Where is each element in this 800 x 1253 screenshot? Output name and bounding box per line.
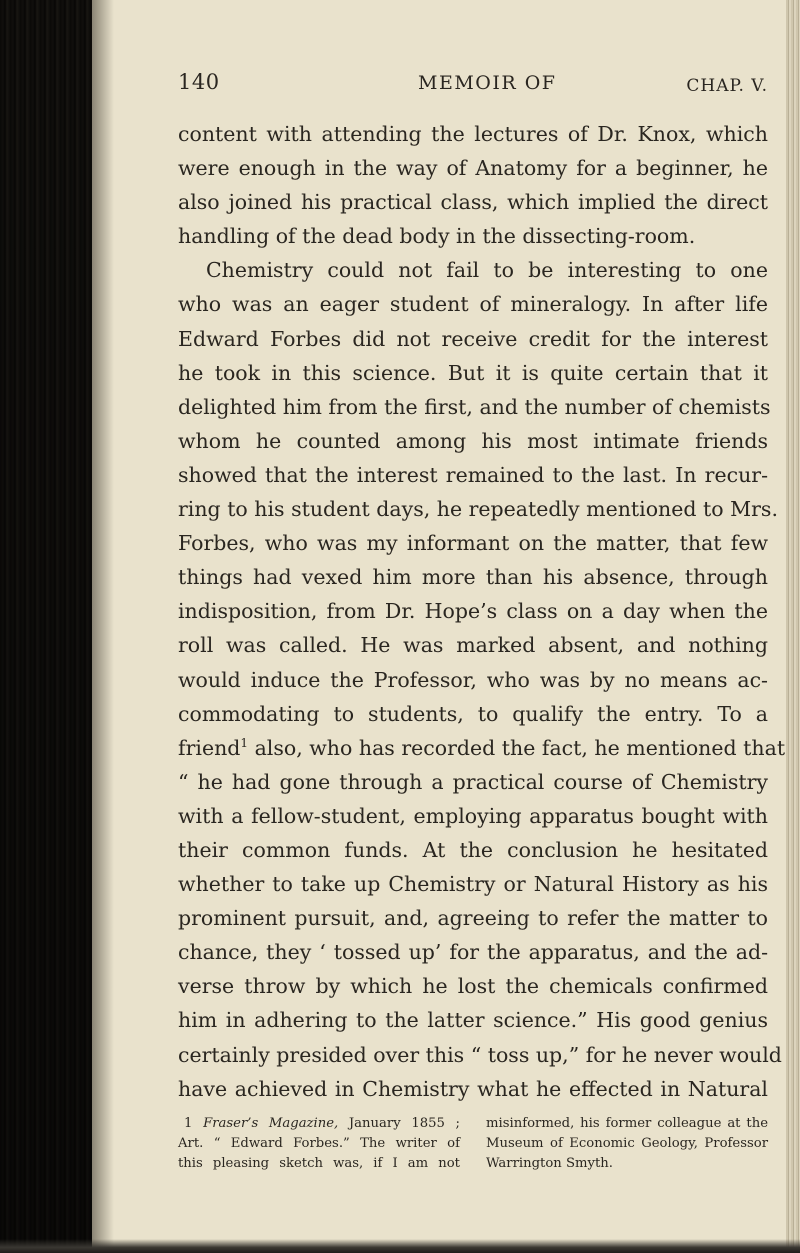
page-edge-right — [786, 0, 800, 1253]
footnote-column-left — [178, 1114, 460, 1174]
text-line: prominent pursuit, and, agreeing to refer the matter to — [178, 906, 768, 931]
footnote-magazine: Fraser’s Magazine, — [203, 1115, 339, 1131]
text-line: Edward Forbes did not receive credit for the interest — [178, 326, 768, 351]
text-line: also joined his practical class, which implied the direct — [178, 190, 768, 215]
text-line: commodating to students, to qualify the entry. To a — [178, 701, 768, 726]
text-line: have achieved in Chemistry what he effected in Natural — [178, 1076, 768, 1101]
footnote-line — [178, 1114, 460, 1134]
text-line: whether to take up Chemistry or Natural History as his — [178, 872, 768, 897]
footnote — [178, 1114, 768, 1174]
footnote-marker[interactable]: 1 — [240, 735, 249, 750]
text-line: delighted him from the first, and the number of chemists — [178, 394, 771, 419]
footnote-column-right — [486, 1114, 768, 1174]
footnote-number: 1 — [184, 1115, 193, 1131]
text-line: Chemistry could not fail to be interesting to one — [206, 258, 768, 283]
text-line: him in adhering to the latter science.” His good genius — [178, 1008, 768, 1033]
text-line: “ he had gone through a practical course of Chemistry — [178, 769, 768, 794]
footnote-anchor-word: friend — [178, 735, 241, 760]
running-title: MEMOIR OF — [418, 72, 557, 94]
book-page — [178, 70, 786, 1174]
page-number: 140 — [178, 70, 220, 94]
text-line: ring to his student days, he repeatedly mentioned to Mrs. — [178, 497, 778, 522]
text-line: their common funds. At the conclusion he hesitated — [178, 837, 768, 862]
footnote-line: misinformed, his former colleague at the — [486, 1115, 768, 1131]
footnote-line: this pleasing sketch was, if I am not — [178, 1155, 460, 1171]
footnote-line: Art. “ Edward Forbes.” The writer of — [178, 1135, 460, 1151]
text-line: handling of the dead body in the dissecting-room. — [178, 224, 696, 249]
text-line: certainly presided over this “ toss up,” for he never would — [178, 1042, 782, 1067]
text-line: would induce the Professor, who was by no means ac- — [178, 667, 768, 692]
text-line: who was an eager student of mineralogy. In after life — [178, 292, 768, 317]
text-line-with-footnote — [178, 731, 786, 765]
text-line: things had vexed him more than his absence, through — [178, 565, 768, 590]
footnote-line: Warrington Smyth. — [486, 1155, 613, 1171]
running-header — [178, 70, 768, 104]
footnote-text: January 1855 ; — [348, 1115, 460, 1131]
body-text — [178, 117, 786, 1106]
text-line: showed that the interest remained to the last. In recur- — [178, 462, 768, 487]
text-line: indisposition, from Dr. Hope’s class on a day when the — [178, 599, 768, 624]
text-line: content with attending the lectures of Dr. Knox, which — [178, 122, 768, 146]
text-line: he took in this science. But it is quite certain that it — [178, 360, 768, 385]
text-line: chance, they ‘ tossed up’ for the apparatus, and the ad- — [178, 940, 768, 965]
text-line: verse throw by which he lost the chemicals confirmed — [178, 974, 768, 999]
text-line: roll was called. He was marked absent, and nothing — [178, 633, 768, 658]
text-line: were enough in the way of Anatomy for a beginner, he — [178, 156, 768, 181]
page-edge-bottom — [0, 1239, 800, 1253]
text-line: Forbes, who was my informant on the matter, that few — [178, 531, 768, 556]
text-line: also, who has recorded the fact, he mentioned that — [254, 735, 786, 760]
text-line: with a fellow-student, employing apparatus bought with — [178, 803, 768, 828]
book-binding-gutter — [0, 0, 92, 1253]
chapter-label: CHAP. V. — [686, 76, 768, 96]
footnote-line: Museum of Economic Geology, Professor — [486, 1135, 768, 1151]
text-line: whom he counted among his most intimate friends — [178, 428, 768, 453]
